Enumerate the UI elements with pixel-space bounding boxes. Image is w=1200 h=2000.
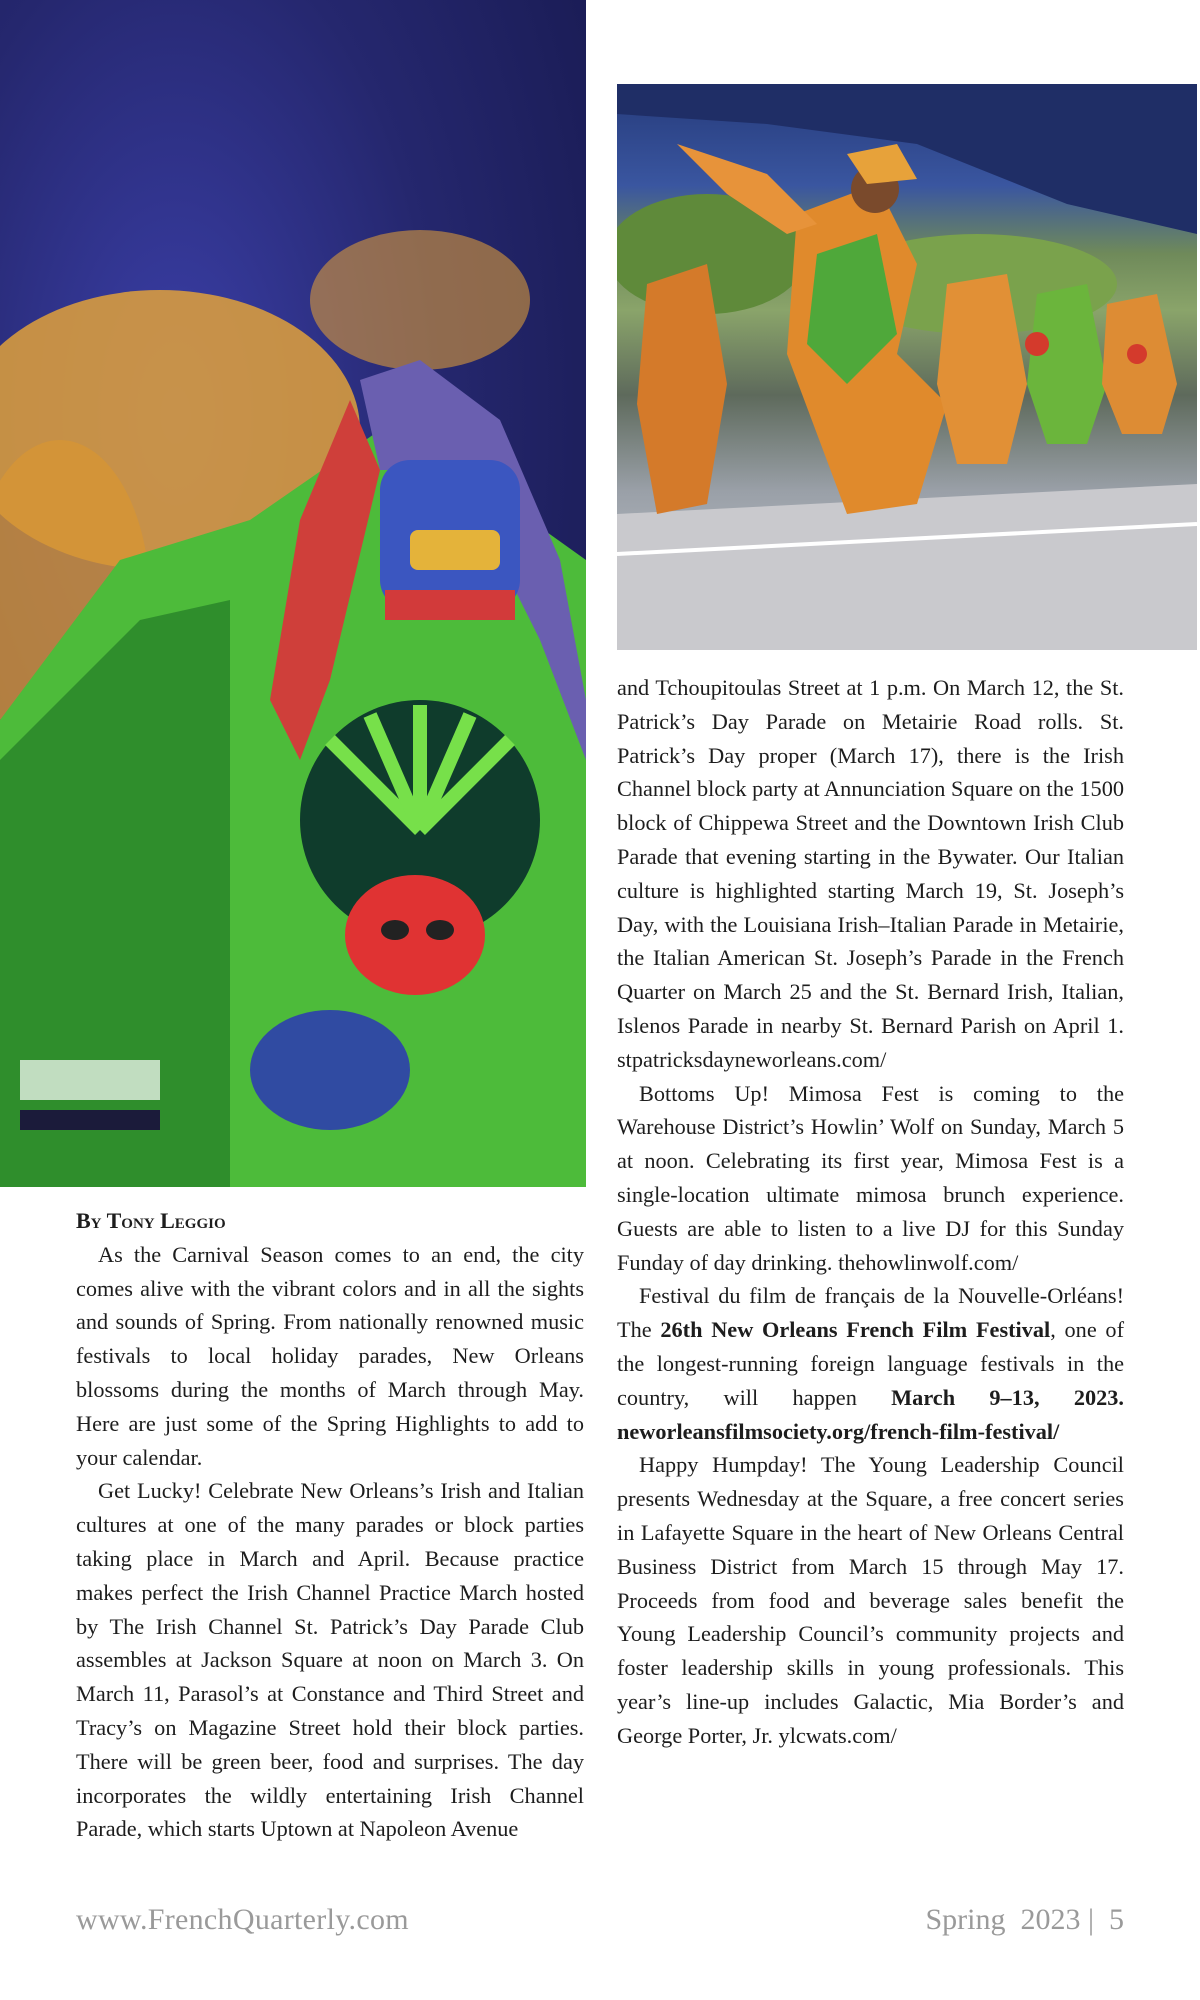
footer-website: www.FrenchQuarterly.com <box>76 1903 409 1936</box>
footer-issue-page: Spring 2023 | 5 <box>925 1903 1124 1936</box>
film-fest-dates-link: March 9–13, 2023. neworleansfilmsociety.org/french-film-festival/ <box>617 1384 1124 1444</box>
dancers-illustration <box>617 84 1197 650</box>
paragraph-get-lucky: Get Lucky! Celebrate New Orleans’s Irish and Italian cultures at one of the many parades or block parties taking place in March and April. Because practice makes perfect the Irish Channel Practice March hosted by The Irish Channel St. Patrick’s Day Parade Club assembles at Jackson Square at noon on March 3. On March 11, Parasol’s at Constance and Third Street and Tracy’s on Magazine Street hold their block parties. There will be green beer, food and surprises. The day incorporates the wildly entertaining Irish Channel Parade, which starts Uptown at Napoleon Avenue <box>76 1478 584 1842</box>
mardi-gras-indian-illustration <box>0 0 586 1187</box>
film-fest-middle: , one of the longest-running foreign language festivals in the country, will happen <box>617 1317 1124 1410</box>
film-fest-intro: Festival du film de français de la Nouvelle-Orléans! The <box>617 1283 1124 1343</box>
paragraph-humpday: Happy Humpday! The Young Leadership Council presents Wednesday at the Square, a free concert series in Lafayette Square in the heart of New Orleans Central Business District from March 15 through May 17. Proceeds from food and beverage sales benefit the Young Leadership Council’s community projects and foster leadership skills in young professionals. This year’s line-up includes Galactic, Mia Border’s and George Porter, Jr. ylcwats.com/ <box>617 1452 1124 1748</box>
paragraph-mimosa-fest: Bottoms Up! Mimosa Fest is coming to the Warehouse District’s Howlin’ Wolf on Sunday, March 5 at noon. Celebrating its first year, Mimosa Fest is a single-location ultimate mimosa brunch experience. Guests are able to listen to a live DJ for this Sunday Funday of day drinking. thehowlinwolf.com/ <box>617 1080 1124 1275</box>
paragraph-intro: As the Carnival Season comes to an end, the city comes alive with the vibrant colors and in all the sights and sounds of Spring. From nationally renowned music festivals to local holiday parades, New Orleans blossoms during the months of March through May. Here are just some of the Spring Highlights to add to your calendar. <box>76 1241 584 1470</box>
paragraph-french-film-festival <box>617 1279 1124 1448</box>
dancers-photo <box>617 84 1197 650</box>
article-column-left <box>76 1204 584 1846</box>
film-fest-name: 26th New Orleans French Film Festival <box>660 1317 1051 1343</box>
paragraph-st-patricks: and Tchoupitoulas Street at 1 p.m. On March 12, the St. Patrick’s Day Parade on Metairie Road rolls. St. Patrick’s Day proper (March 17), there is the Irish Channel block party at Annunciation Square on the 1500 block of Chippewa Street and the Downtown Irish Club Parade that evening starting in the Bywater. Our Italian culture is highlighted starting March 19, St. Joseph’s Day, with the Louisiana Irish–Italian Parade in Metairie, the Italian American St. Joseph’s Parade in the French Quarter on March 25 and the St. Bernard Irish, Italian, Islenos Parade in nearby St. Bernard Parish on April 1. stpatricksdayneworleans.com/ <box>617 675 1124 1072</box>
mardi-gras-indian-photo <box>0 0 586 1187</box>
byline: By Tony Leggio <box>76 1208 226 1233</box>
article-column-right <box>617 671 1124 1753</box>
